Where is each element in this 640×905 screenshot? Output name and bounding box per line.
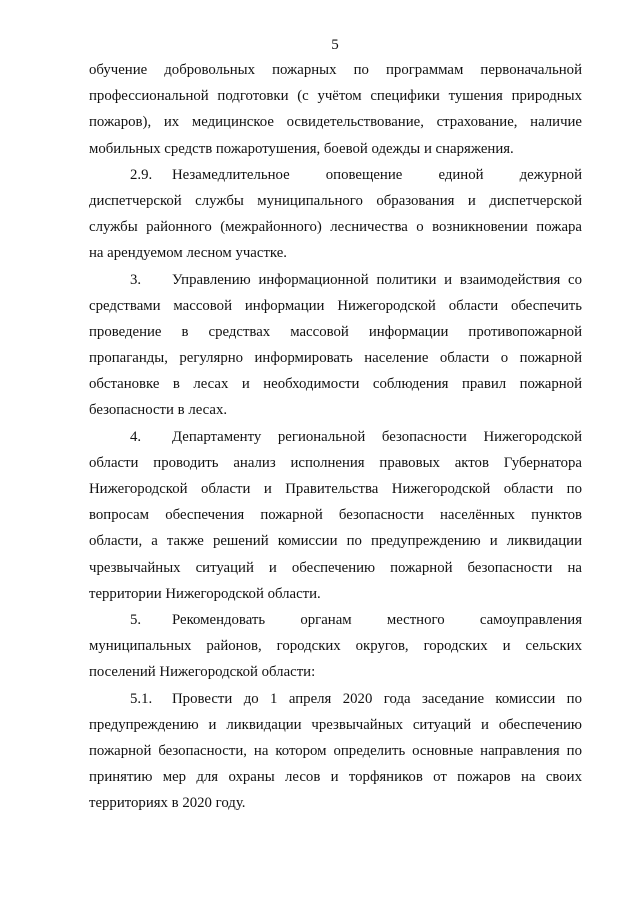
text-line: безопасности в лесах. (89, 402, 228, 419)
text-line: проведение в средствах массовой информации противопожарной (89, 323, 582, 340)
text-line-first (89, 267, 582, 293)
paragraph-4 (89, 424, 582, 607)
text-line-first (89, 162, 582, 188)
paragraph-5 (89, 607, 582, 686)
text-line: Рекомендовать органам местного самоуправления (172, 611, 582, 628)
text-line: Управлению информационной политики и взаимодействия со (172, 271, 582, 288)
text-line: территориях в 2020 году. (89, 795, 246, 812)
paragraph-5-1 (89, 686, 582, 817)
text-line: мобильных средств пожаротушения, боевой одежды и снаряжения. (89, 140, 514, 157)
text-line: поселений Нижегородской области: (89, 664, 316, 681)
text-line-first (89, 424, 582, 450)
text-line: Незамедлительное оповещение единой дежурной (172, 166, 582, 183)
paragraph-2-9 (89, 162, 582, 267)
text-line: диспетчерской службы муниципального образования и диспетчерской (89, 192, 582, 209)
text-line: службы районного (межрайонного) лесничества о возникновении пожара (89, 219, 582, 236)
text-line: области, а также решений комиссии по предупреждению и ликвидации (89, 533, 582, 550)
text-line-first (89, 607, 582, 633)
text-line: профессиональной подготовки (с учётом специфики тушения природных (89, 88, 582, 105)
document-body (89, 57, 582, 816)
text-line-first (89, 686, 582, 712)
text-line: принятию мер для охраны лесов и торфяников от пожаров на своих (89, 769, 582, 786)
text-line: пропаганды, регулярно информировать население области о пожарной (89, 350, 582, 367)
text-line: вопросам обеспечения пожарной безопасности населённых пунктов (89, 507, 582, 524)
text-line: средствами массовой информации Нижегородской области обеспечить (89, 297, 582, 314)
text-line: Департаменту региональной безопасности Нижегородской (172, 428, 582, 445)
text-line: чрезвычайных ситуаций и обеспечению пожарной безопасности на (89, 559, 582, 576)
text-line: предупреждению и ликвидации чрезвычайных ситуаций и обеспечению (89, 716, 582, 733)
paragraph-number: 5.1. (130, 690, 153, 707)
text-line: обучение добровольных пожарных по программам первоначальной (89, 62, 582, 78)
paragraph-number: 2.9. (130, 166, 153, 183)
paragraph-number: 4. (130, 428, 142, 445)
page-number: 5 (331, 37, 339, 53)
text-line: пожарной безопасности, на котором определить основные направления по (89, 742, 582, 759)
paragraph-3 (89, 267, 582, 424)
text-line: обстановке в лесах и необходимости соблюдения правил пожарной (89, 376, 582, 393)
paragraph-continued (89, 57, 582, 162)
paragraph-number: 3. (130, 271, 142, 288)
text-line: Провести до 1 апреля 2020 года заседание комиссии по (172, 690, 582, 707)
text-line: муниципальных районов, городских округов, городских и сельских (89, 638, 582, 655)
text-line: на арендуемом лесном участке. (89, 245, 287, 262)
text-line: Нижегородской области и Правительства Нижегородской области по (89, 481, 582, 497)
text-line: области проводить анализ исполнения правовых актов Губернатора (89, 454, 582, 471)
paragraph-number: 5. (130, 611, 142, 628)
text-line: территории Нижегородской области. (89, 585, 321, 602)
text-line: пожаров), их медицинское освидетельствование, страхование, наличие (89, 114, 582, 131)
